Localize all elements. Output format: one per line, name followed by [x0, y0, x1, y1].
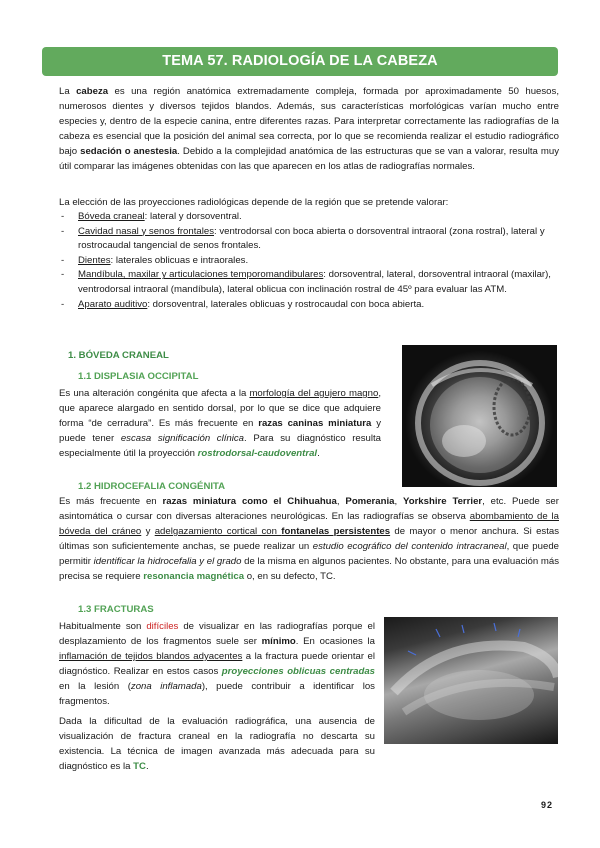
text: . [145, 761, 149, 772]
text: de la misma en algunos pacientes. No obstante, para una evaluación más precisa se requiere [59, 556, 559, 582]
list-item-term: Aparato auditivo [78, 298, 148, 310]
subsection-heading-fracturas: 1.3 FRACTURAS [78, 604, 154, 615]
intro-text-3: . Debido a la complejidad anatómica de las estructuras que se van a valorar, resulta muy útil comparar las imágenes obtenidas con las que aparecen en los atlas de radiografías normales. [59, 146, 559, 172]
text: Dada la dificultad de la evaluación radiográfica, una ausencia de visualización de fractura craneal en la radiografía no descarta su existencia. La técnica de imagen avanzada más adecuada para su diagnóstico es la [59, 716, 375, 772]
text: , [394, 496, 404, 507]
underline-text: abombamiento de la bóveda del cráneo [59, 511, 559, 537]
text: , etc. Puede ser asintomática o cursar con diversas alteraciones neurológicas. En las radiografías se observa [59, 496, 559, 522]
projections-list [59, 210, 559, 312]
text: , que puede permitir [59, 541, 559, 567]
chapter-title-banner [42, 47, 558, 76]
highlight-text: rostrodorsal-caudoventral [197, 448, 318, 459]
text: , que aparece alargado en sentido dorsal, por lo que se dice que adquiere forma “de cerradura”. Es más frecuente en [59, 388, 381, 429]
skull-xray-fracture-image [384, 617, 558, 744]
bold-text: Pomerania [345, 496, 395, 507]
highlight-text: TC [133, 761, 146, 772]
chapter-title: TEMA 57. RADIOLOGÍA DE LA CABEZA [162, 53, 438, 69]
intro-text-1: La [59, 86, 77, 97]
highlight-text: resonancia magnética [143, 571, 245, 582]
list-item-term: Cavidad nasal y senos frontales [78, 225, 214, 237]
underline-text: inflamación de tejidos blandos adyacentes [59, 651, 243, 662]
intro-paragraph [59, 84, 559, 174]
text: , [336, 496, 346, 507]
italic-text: zona inflamada [130, 681, 202, 692]
list-item-term: Mandíbula, maxilar y articulaciones temporomandibulares [78, 269, 324, 281]
list-item [59, 268, 559, 297]
displasia-paragraph [59, 386, 381, 461]
text: Habitualmente son [59, 621, 147, 632]
text: . [317, 448, 320, 459]
text: Es más frecuente en [59, 496, 163, 507]
italic-text: identificar la hidrocefalia y el grado [93, 556, 242, 567]
page-number: 92 [541, 800, 554, 810]
fracturas-paragraph-2 [59, 714, 375, 774]
text: a la fractura puede orientar el diagnóstico. Realizar en estos casos [59, 651, 375, 677]
text: Es una alteración congénita que afecta a la [59, 388, 250, 399]
intro-bold-sedacion: sedación o anestesia [80, 146, 178, 157]
xray-drawing [402, 345, 557, 487]
hidrocefalia-paragraph [59, 494, 559, 584]
text: en la lesión ( [59, 681, 131, 692]
list-item [59, 225, 559, 254]
highlight-text: proyecciones oblicuas centradas [221, 666, 375, 677]
list-item-desc: : dorsoventral, lateral, dorsoventral intraoral (maxilar), ventrodorsal intraoral (mandíbula), lateral oblicua con inclinación rostral de 45º para evaluar las ATM. [78, 269, 551, 295]
red-text: difíciles [146, 621, 179, 632]
xray-drawing [384, 617, 558, 744]
list-dash: - [61, 269, 65, 281]
underline-text: adelgazamiento cortical con [154, 526, 282, 537]
text: ), puede contribuir a identificar los fragmentos. [59, 681, 375, 707]
list-dash: - [61, 298, 65, 310]
fracturas-paragraph-1 [59, 619, 375, 709]
skull-xray-occipital-image [402, 345, 557, 487]
text: . En ocasiones la [295, 636, 375, 647]
text: . Para su diagnóstico resulta especialmente útil la proyección [59, 433, 381, 459]
text: de visualizar en las radiografías porque el desplazamiento de los fragmentos suele ser [59, 621, 375, 647]
list-item-desc: : laterales oblicuas e intraorales. [110, 254, 249, 266]
list-item-term: Bóveda craneal [78, 211, 145, 222]
bold-underline-text: fontanelas persistentes [281, 526, 391, 537]
list-dash: - [61, 254, 65, 266]
text: de mayor o menor anchura. Si estas últimas son suficientemente anchas, se puede realizar un [59, 526, 560, 552]
list-item-desc: : ventrodorsal con boca abierta o dorsoventral intraoral (zona rostral), lateral y rostrocaudal tangencial de senos frontales. [78, 225, 545, 252]
list-item-desc: : dorsoventral, laterales oblicuas y rostrocaudal con boca abierta. [147, 298, 425, 310]
list-item [59, 210, 559, 225]
bold-text: Yorkshire Terrier [403, 496, 483, 507]
projections-intro: La elección de las proyecciones radiológicas depende de la región que se pretende valorar: [59, 197, 449, 208]
italic-text: escasa significación clínica [120, 433, 244, 444]
section-heading-boveda: 1. BÓVEDA CRANEAL [68, 350, 169, 361]
list-dash: - [61, 211, 65, 222]
intro-text-2: es una región anatómica extremadamente compleja, formada por aproximadamente 50 huesos, numerosos dientes y diversos tejidos blandos. Además, sus características morfológicas varían mucho entre especies y, dentro de la especie canina, entre diferentes razas. Para interpretar correctamente las radiografías de la cabeza es esencial que la posición del animal sea correcta, por lo que se recomienda realizar el estudio radiográfico bajo [59, 86, 559, 157]
subsection-heading-hidrocefalia: 1.2 HIDROCEFALIA CONGÉNITA [78, 481, 226, 492]
bold-text: mínimo [261, 636, 296, 647]
underline-text: morfología del agujero magno [249, 388, 379, 399]
text: y puede tener [59, 418, 381, 444]
text: o, en su defecto, TC. [244, 571, 336, 582]
list-item [59, 298, 559, 313]
list-item-desc: : lateral y dorsoventral. [144, 211, 242, 222]
intro-bold-cabeza: cabeza [76, 86, 109, 97]
list-item-term: Dientes [78, 254, 111, 266]
list-dash: - [61, 225, 65, 237]
italic-text: estudio ecográfico del contenido intracraneal [312, 541, 507, 552]
bold-text: razas miniatura como el Chihuahua [162, 496, 337, 507]
bold-text: razas caninas miniatura [258, 418, 372, 429]
subsection-heading-displasia: 1.1 DISPLASIA OCCIPITAL [78, 371, 199, 382]
list-item [59, 254, 559, 269]
text: y [141, 526, 155, 537]
